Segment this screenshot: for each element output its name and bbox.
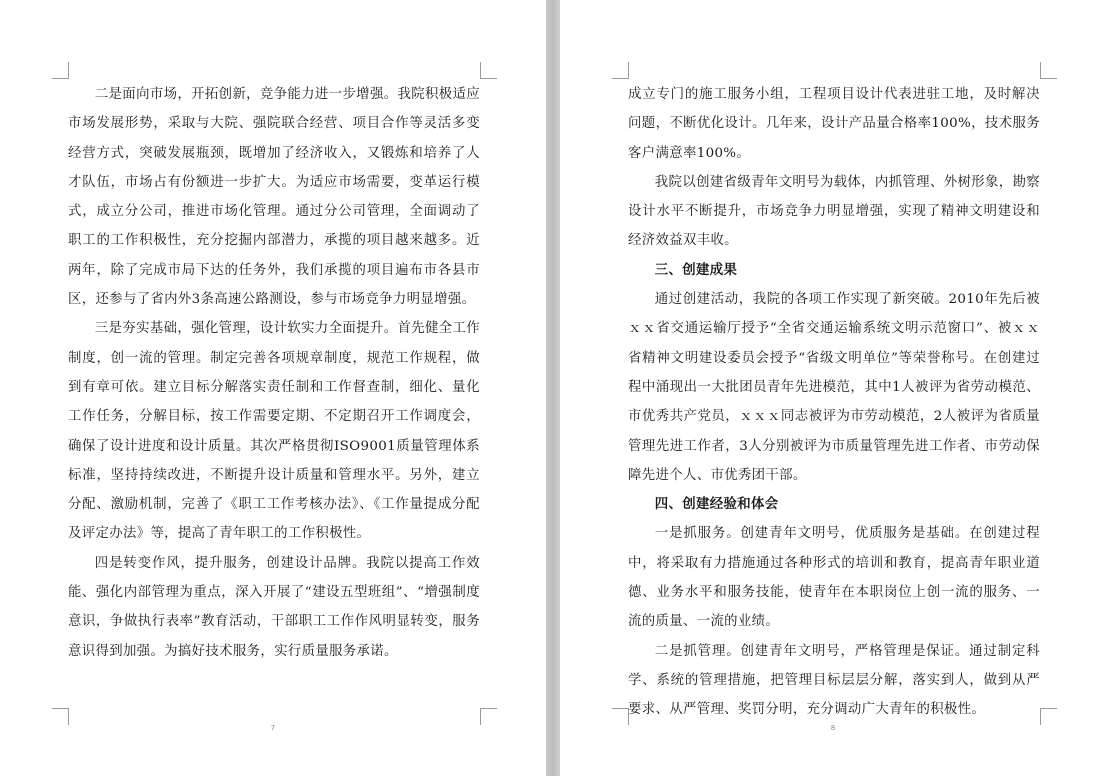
margin-corner-top-right	[1040, 62, 1057, 79]
page-body-text[interactable]	[68, 80, 480, 666]
document-page-right	[560, 0, 1106, 776]
paragraph-results: 通过创建活动，我院的各项工作实现了新突破。2010年先后被ｘｘ省交通运输厅授予“全省交通运输系统文明示范窗口”、被ｘｘ省精神文明建设委员会授予“省级文明单位”等荣誉称号。在创建过程中涌现出一大批团员青年先进模范，其中1人被评为省劳动模范、市优秀共产党员，ｘｘｘ同志被评为市劳动模范，2人被评为省质量管理先进工作者，3人分别被评为市质量管理先进工作者、市劳动保障先进个人、市优秀团干部。	[628, 292, 1040, 483]
margin-corner-top-left	[612, 62, 629, 79]
page-body-text[interactable]	[628, 80, 1040, 725]
section-heading-experience: 四、创建经验和体会	[654, 496, 779, 513]
margin-corner-bottom-left	[612, 708, 629, 725]
margin-corner-bottom-right	[480, 708, 497, 725]
paragraph-experience-management: 二是抓管理。创建青年文明号，严格管理是保证。通过制定科学、系统的管理措施，把管理目标层层分解，落实到人，做到从严要求、从严管理、奖罚分明，充分调动广大青年的积极性。	[628, 643, 1040, 718]
document-page-left	[0, 0, 546, 776]
paragraph-continuation: 成立专门的施工服务小组，工程项目设计代表进驻工地，及时解决问题，不断优化设计。几年来，设计产品量合格率100%，技术服务客户满意率100%。	[628, 87, 1040, 161]
paragraph-youth-civilization: 我院以创建省级青年文明号为载体，内抓管理、外树形象，勘察设计水平不断提升，市场竞争力明显增强，实现了精神文明建设和经济效益双丰收。	[628, 174, 1040, 249]
page-number: 8	[830, 724, 836, 732]
margin-corner-top-left	[52, 62, 69, 79]
paragraph-service: 四是转变作风，提升服务，创建设计品牌。我院以提高工作效能、强化内部管理为重点，深入开展了“建设五型班组”、“增强制度意识，争做执行表率”教育活动，干部职工工作作风明显转变，服务意识得到加强。为搞好技术服务，实行质量服务承诺。	[68, 555, 480, 659]
paragraph-experience-service: 一是抓服务。创建青年文明号，优质服务是基础。在创建过程中，将采取有力措施通过各种形式的培训和教育，提高青年职业道德、业务水平和服务技能，使青年在本职岗位上创一流的服务、一流的质量、一流的业绩。	[628, 526, 1040, 630]
margin-corner-bottom-left	[52, 708, 69, 725]
margin-corner-bottom-right	[1040, 708, 1057, 725]
page-number: 7	[270, 724, 276, 732]
paragraph-management: 三是夯实基础，强化管理，设计软实力全面提升。首先健全工作制度，创一流的管理。制定完善各项规章制度，规范工作规程，做到有章可依。建立目标分解落实责任制和工作督查制，细化、量化工作任务，分解目标，按工作需要定期、不定期召开工作调度会，确保了设计进度和设计质量。其次严格贯彻ISO9001质量管理体系标准，坚持持续改进，不断提升设计质量和管理水平。另外，建立分配、激励机制，完善了《职工工作考核办法》、《工作量提成分配及评定办法》等，提高了青年职工的工作积极性。	[68, 321, 480, 542]
section-heading-results: 三、创建成果	[654, 261, 738, 278]
margin-corner-top-right	[480, 62, 497, 79]
page-gutter	[546, 0, 560, 776]
paragraph-market: 二是面向市场，开拓创新，竞争能力进一步增强。我院积极适应市场发展形势，采取与大院、强院联合经营、项目合作等灵活多变经营方式，突破发展瓶颈，既增加了经济收入，又锻炼和培养了人才队伍，市场占有份额进一步扩大。为适应市场需要，变革运行模式，成立分公司，推进市场化管理。通过分公司管理，全面调动了职工的工作积极性，充分挖掘内部潜力，承揽的项目越来越多。近两年，除了完成市局下达的任务外，我们承揽的项目遍布市各县市区，还参与了省内外3条高速公路测设，参与市场竞争力明显增强。	[68, 87, 480, 308]
